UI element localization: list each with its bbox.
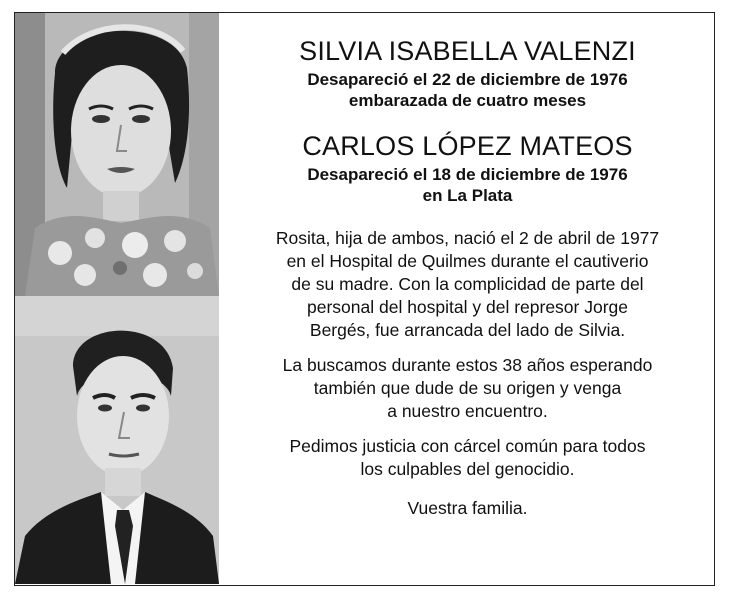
person2-detail: en La Plata: [422, 186, 513, 205]
paragraph-line: Bergés, fue arrancada del lado de Silvia.: [309, 320, 626, 340]
portrait-man: [15, 296, 219, 584]
person2-name: CARLOS LÓPEZ MATEOS: [302, 131, 633, 161]
paragraph-justice: [227, 435, 708, 481]
paragraph-line: a nuestro encuentro.: [387, 401, 548, 421]
person2-disappearance: Desapareció el 18 de diciembre de 1976: [307, 165, 628, 184]
obituary-notice: [14, 12, 715, 586]
paragraph-line: también que dude de su origen y venga: [313, 378, 622, 398]
paragraph-line: de su madre. Con la complicidad de parte del: [291, 274, 644, 294]
photo-column: [15, 13, 219, 584]
signature: Vuestra familia.: [407, 498, 528, 518]
paragraph-line: Rosita, hija de ambos, nació el 2 de abril de 1977: [275, 228, 660, 248]
paragraph-line: en el Hospital de Quilmes durante el cautiverio: [286, 251, 649, 271]
person1-disappearance: Desapareció el 22 de diciembre de 1976: [307, 70, 628, 89]
portrait-woman: [15, 13, 219, 296]
notice-text: [227, 13, 708, 520]
paragraph-line: los culpables del genocidio.: [360, 459, 575, 479]
person1-name: SILVIA ISABELLA VALENZI: [299, 36, 636, 66]
paragraph-birth: [227, 227, 708, 342]
paragraph-line: personal del hospital y del represor Jorge: [306, 297, 628, 317]
paragraph-search: [227, 354, 708, 423]
paragraph-line: Pedimos justicia con cárcel común para todos: [289, 436, 646, 456]
paragraph-line: La buscamos durante estos 38 años esperando: [282, 355, 653, 375]
person1-detail: embarazada de cuatro meses: [348, 91, 587, 110]
